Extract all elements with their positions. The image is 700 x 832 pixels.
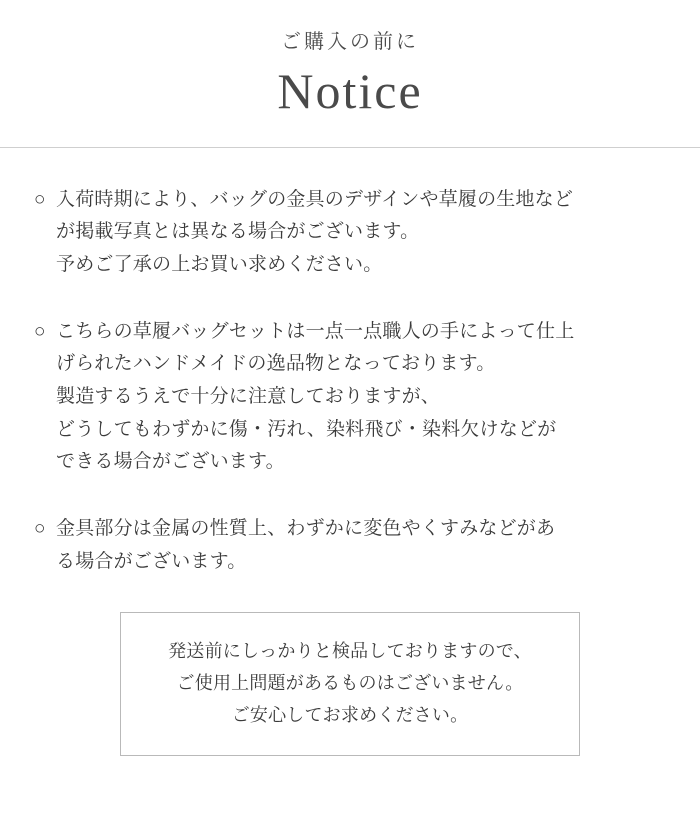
note-line: 製造するうえで十分に注意しておりますが、: [56, 385, 441, 407]
notes-list: [0, 148, 700, 757]
note-line: 金具部分は金属の性質上、わずかに変色やくすみなどがあ: [56, 517, 556, 539]
list-item: [34, 513, 666, 578]
note-line: 入荷時期により、バッグの金具のデザインや草履の生地など: [56, 188, 574, 210]
page-title: Notice: [277, 63, 423, 119]
assurance-line: 発送前にしっかりと検品しておりますので、: [168, 641, 532, 662]
note-line: どうしてもわずかに傷・汚れ、染料飛び・染料欠けなどが: [56, 418, 557, 440]
note-line: げられたハンドメイドの逸品物となっております。: [56, 353, 496, 375]
assurance-box: [120, 612, 580, 756]
assurance-line: ご使用上問題があるものはございません。: [176, 673, 524, 694]
note-text-block: [56, 316, 666, 479]
assurance-line: ご安心してお求めください。: [231, 705, 469, 726]
circle-bullet-icon: ○: [34, 320, 46, 342]
note-line: る場合がございます。: [56, 550, 247, 572]
note-line: 予めご了承の上お買い求めください。: [56, 253, 383, 275]
note-text-block: [56, 184, 666, 282]
note-line: こちらの草履バッグセットは一点一点職人の手によって仕上: [56, 320, 575, 342]
page-header: [0, 0, 700, 123]
list-item: [34, 184, 666, 282]
page-subtitle: ご購入の前に: [281, 31, 419, 53]
circle-bullet-icon: ○: [34, 188, 46, 210]
note-line: が掲載写真とは異なる場合がございます。: [56, 221, 420, 243]
note-text-block: [56, 513, 666, 578]
note-line: できる場合がございます。: [56, 451, 285, 473]
list-item: [34, 316, 666, 479]
circle-bullet-icon: ○: [34, 517, 46, 539]
